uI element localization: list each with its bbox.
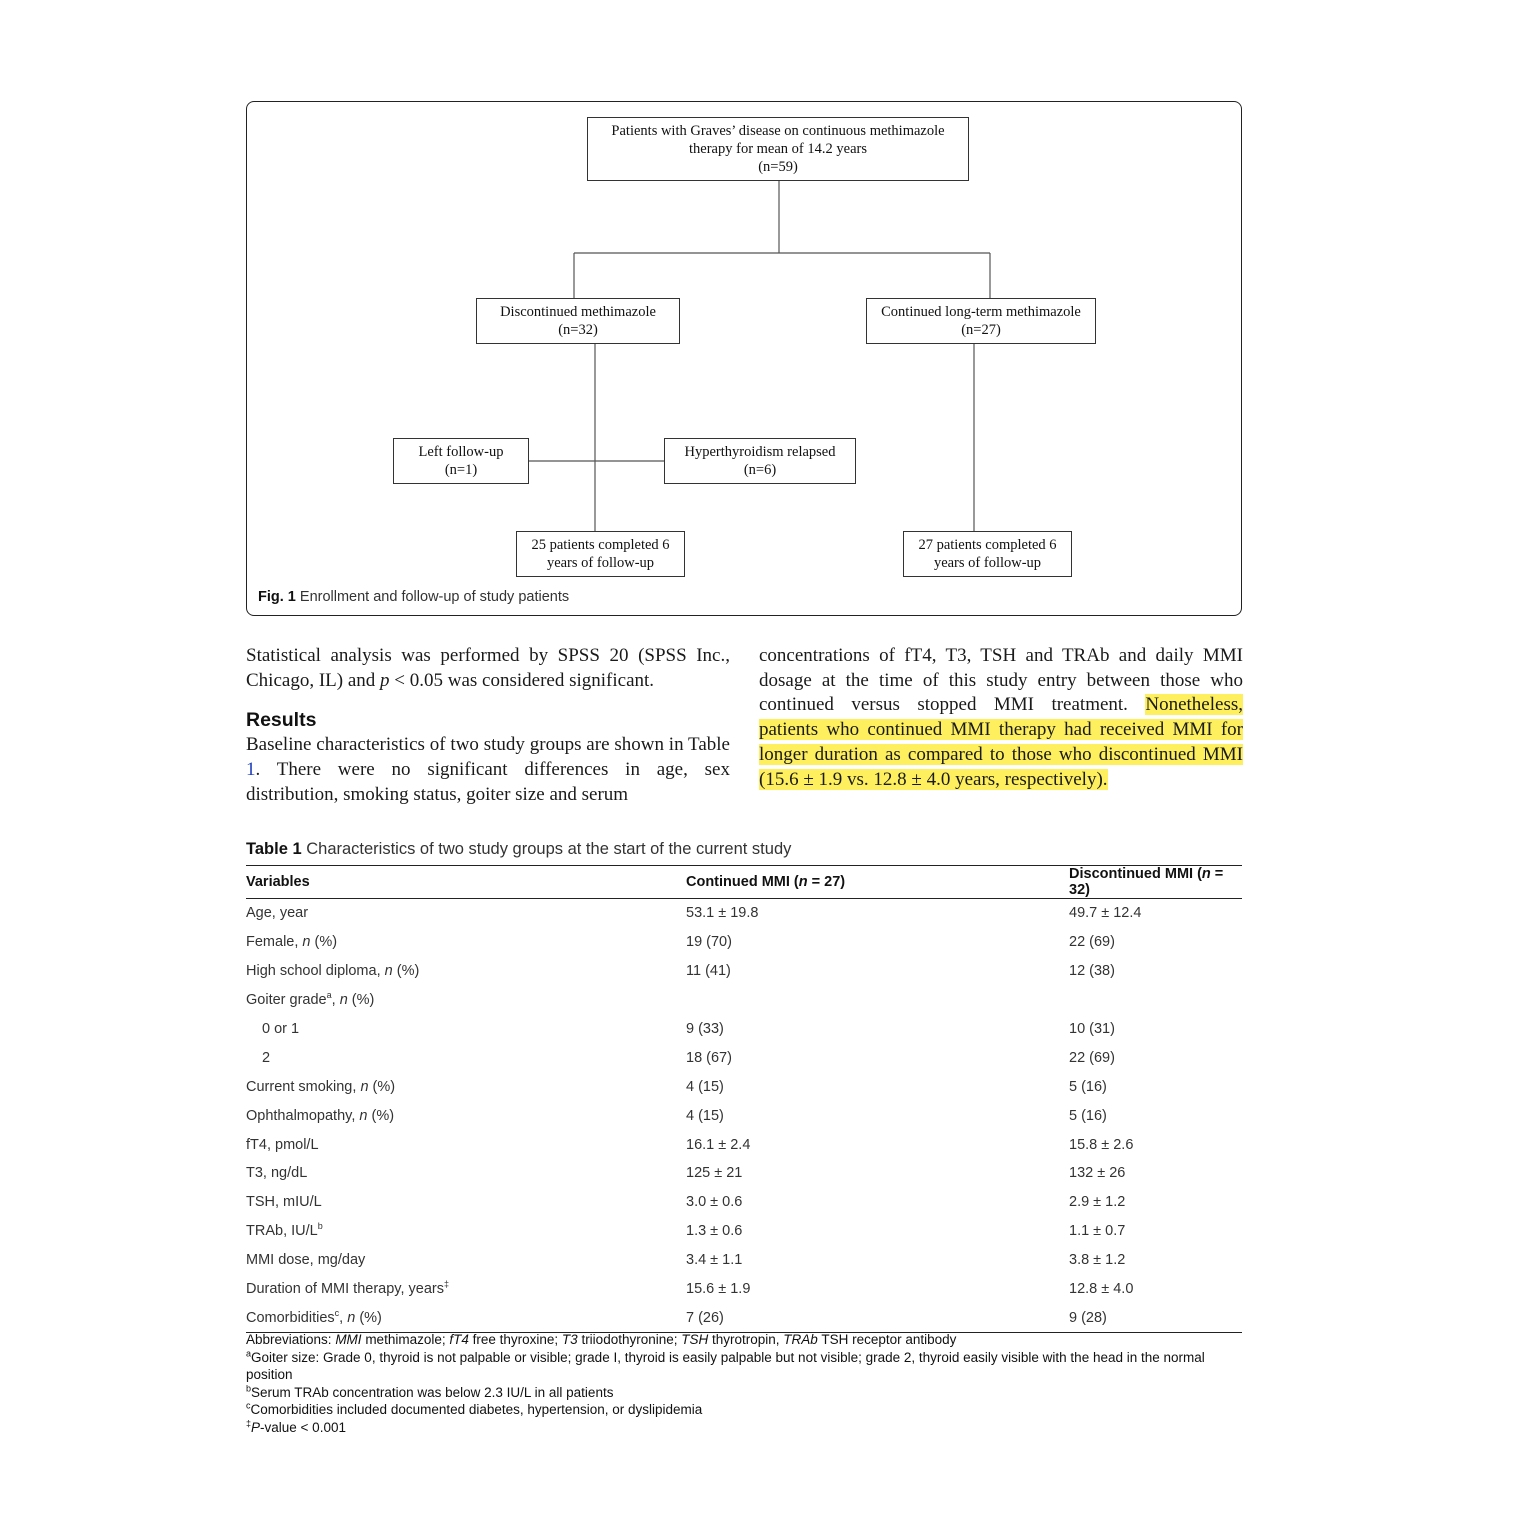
flow-box-text: therapy for mean of 14.2 years bbox=[689, 141, 867, 157]
paragraph-results-continued bbox=[759, 644, 1243, 792]
cell-continued: 3.0 ± 0.6 bbox=[686, 1194, 743, 1211]
table-row bbox=[246, 1246, 1242, 1275]
flow-box-relapsed bbox=[664, 438, 856, 484]
cell-superscript: ‡ bbox=[443, 1279, 449, 1290]
cell-discontinued: 12.8 ± 4.0 bbox=[1069, 1281, 1134, 1298]
paragraph-results bbox=[246, 733, 730, 807]
text-column-right bbox=[759, 644, 1243, 792]
cell-continued: 53.1 ± 19.8 bbox=[686, 905, 759, 922]
abbreviation-term: TRAb bbox=[783, 1332, 818, 1347]
table-row bbox=[246, 1072, 1242, 1101]
cell-variable bbox=[246, 1072, 686, 1101]
cell-text-italic: n bbox=[347, 1309, 356, 1326]
header-variables: Variables bbox=[246, 866, 686, 899]
footnote-text: Abbreviations: bbox=[246, 1332, 336, 1347]
footnote-mark: c bbox=[246, 1400, 251, 1411]
figure-caption bbox=[258, 589, 569, 605]
flow-box-text: Hyperthyroidism relapsed bbox=[684, 444, 836, 460]
cell-variable: Comorbidities$^c$, n (%) bbox=[246, 1303, 686, 1332]
cell-variable bbox=[246, 1275, 686, 1304]
cell-variable bbox=[246, 899, 686, 928]
abbreviation-term: MMI bbox=[335, 1332, 362, 1347]
cell-text: Ophthalmopathy, bbox=[246, 1107, 360, 1124]
flow-box-text: (n=27) bbox=[961, 322, 1001, 338]
flow-box-text: years of follow-up bbox=[933, 555, 1042, 571]
table-row bbox=[246, 1303, 1242, 1332]
cell-variable bbox=[246, 1101, 686, 1130]
cell-text: (%) bbox=[392, 963, 420, 980]
cell-variable bbox=[246, 1130, 686, 1159]
footnote-text: Comorbidities included documented diabetes, hypertension, or dyslipidemia bbox=[250, 1402, 703, 1418]
flow-box-text: Left follow-up bbox=[418, 444, 504, 460]
table-row bbox=[246, 1043, 1242, 1072]
abbreviation-term: TSH bbox=[681, 1332, 709, 1347]
footnote-text-italic: P bbox=[251, 1419, 261, 1435]
cell-text: T3, ng/dL bbox=[246, 1165, 308, 1182]
cell-text-italic: n bbox=[359, 1107, 368, 1124]
cell-text: (%) bbox=[355, 1309, 382, 1326]
cell-text: TRAb, IU/L bbox=[246, 1223, 318, 1240]
flow-box-enrolled bbox=[587, 117, 969, 181]
text-run: Baseline characteristics of two study groups are shown in Table bbox=[246, 734, 730, 756]
cell-text: 2 bbox=[262, 1049, 271, 1066]
cell-discontinued: 10 (31) bbox=[1069, 1021, 1115, 1037]
cell-text: (%) bbox=[368, 1078, 396, 1095]
flow-box-text: 27 patients completed 6 bbox=[918, 537, 1057, 553]
flow-box-text: (n=1) bbox=[444, 462, 478, 478]
cell-discontinued: 132 ± 26 bbox=[1069, 1165, 1126, 1182]
header-continued bbox=[686, 866, 1069, 899]
header-text: Continued MMI ( bbox=[686, 874, 799, 890]
highlighted-text: Nonetheless, patients who continued MMI therapy had received MMI for longer duration as compared to those who discontinued MMI (15.6 ± 1.9 vs. 12.8 ± 4.0 years, respectively). bbox=[759, 694, 1243, 790]
cell-text-italic: n bbox=[302, 934, 311, 951]
cell-discontinued: 22 (69) bbox=[1069, 934, 1115, 951]
footnote-pvalue bbox=[246, 1419, 1242, 1437]
cell-variable bbox=[246, 957, 686, 986]
flow-box-text: Patients with Graves’ disease on continuous methimazole bbox=[611, 123, 945, 139]
cell-continued bbox=[686, 986, 1069, 1015]
cell-continued: 4 (15) bbox=[686, 1078, 724, 1095]
cell-superscript: a bbox=[326, 990, 332, 1001]
abbreviation-definition: triiodothyronine; bbox=[577, 1332, 682, 1347]
table-row bbox=[246, 1130, 1242, 1159]
cell-variable bbox=[246, 1188, 686, 1217]
header-text-italic: n bbox=[1201, 866, 1211, 882]
footnote-mark: a bbox=[246, 1348, 252, 1359]
cell-variable bbox=[246, 1217, 686, 1246]
figure-caption-label: Fig. 1 bbox=[258, 589, 296, 605]
cell-variable bbox=[246, 1015, 686, 1044]
flow-box-discontinued bbox=[476, 298, 680, 344]
flow-box-text: 25 patients completed 6 bbox=[531, 537, 670, 553]
text-run: . There were no significant differences in age, sex distribution, smoking status, goiter size and serum bbox=[246, 759, 730, 805]
footnote-b bbox=[246, 1384, 1242, 1402]
flow-box-continued bbox=[866, 298, 1096, 344]
table-caption-label: Table 1 bbox=[246, 840, 302, 858]
text-run-italic: p bbox=[380, 669, 390, 691]
table-row bbox=[246, 986, 1242, 1015]
table-row bbox=[246, 1217, 1242, 1246]
text-run: concentrations of fT4, T3, TSH and TRAb and daily MMI dosage at the time of this study entry between those who continued versus stopped MMI treatment. bbox=[759, 645, 1243, 716]
cell-text: Duration of MMI therapy, years bbox=[246, 1281, 444, 1298]
cell-continued: 4 (15) bbox=[686, 1107, 724, 1124]
cell-text-italic: n bbox=[339, 992, 348, 1009]
abbreviation-list bbox=[335, 1332, 956, 1347]
table-footnotes bbox=[246, 1331, 1242, 1437]
text-run: < 0.05 was considered significant. bbox=[389, 669, 655, 691]
cell-discontinued: 15.8 ± 2.6 bbox=[1069, 1136, 1134, 1153]
cell-variable: Goiter grade$^a$, n (%) bbox=[246, 990, 375, 1009]
header-discontinued bbox=[1069, 866, 1242, 899]
table-header-row bbox=[246, 866, 1242, 899]
cell-discontinued: 5 (16) bbox=[1069, 1078, 1107, 1095]
cell-continued: 3.4 ± 1.1 bbox=[686, 1252, 743, 1269]
cell-text: 0 or 1 bbox=[262, 1021, 300, 1037]
cell-text: Female, bbox=[246, 934, 303, 951]
cell-discontinued: 9 (28) bbox=[1069, 1303, 1242, 1332]
cell-discontinued: 49.7 ± 12.4 bbox=[1069, 905, 1142, 922]
cell-text: (%) bbox=[347, 992, 375, 1009]
abbreviation-term: fT4 bbox=[449, 1332, 469, 1347]
table-row bbox=[246, 1101, 1242, 1130]
cell-text: (%) bbox=[367, 1107, 395, 1124]
footnote-c bbox=[246, 1401, 1242, 1419]
cell-discontinued bbox=[1069, 986, 1242, 1015]
cell-continued: 11 (41) bbox=[686, 963, 731, 980]
table-body bbox=[246, 899, 1242, 1333]
section-heading-results: Results bbox=[246, 709, 317, 732]
cell-discontinued: 5 (16) bbox=[1069, 1107, 1107, 1124]
table-reference-link[interactable]: 1 bbox=[246, 759, 256, 781]
cell-text-italic: n bbox=[360, 1078, 369, 1095]
cell-continued: 15.6 ± 1.9 bbox=[686, 1281, 751, 1298]
figure-caption-text: Enrollment and follow-up of study patients bbox=[299, 589, 570, 605]
footnote-text: -value < 0.001 bbox=[260, 1419, 346, 1435]
table-row bbox=[246, 957, 1242, 986]
flow-box-text: (n=59) bbox=[758, 159, 798, 175]
abbreviation-definition: TSH receptor antibody bbox=[817, 1332, 957, 1347]
cell-continued: 1.3 ± 0.6 bbox=[686, 1223, 743, 1240]
cell-variable bbox=[246, 1159, 686, 1188]
table-row bbox=[246, 1159, 1242, 1188]
cell-discontinued: 22 (69) bbox=[1069, 1049, 1115, 1066]
cell-discontinued: 12 (38) bbox=[1069, 963, 1115, 980]
footnote-text: Serum TRAb concentration was below 2.3 IU/L in all patients bbox=[251, 1384, 614, 1400]
flow-box-left-followup bbox=[393, 438, 529, 484]
table-row bbox=[246, 928, 1242, 957]
abbreviation-term: T3 bbox=[561, 1332, 578, 1347]
cell-continued: 18 (67) bbox=[686, 1049, 732, 1066]
cell-variable bbox=[246, 1043, 686, 1072]
cell-text: fT4, pmol/L bbox=[246, 1136, 319, 1153]
header-text: = 32) bbox=[1069, 866, 1224, 898]
table-caption-text: Characteristics of two study groups at the start of the current study bbox=[306, 840, 792, 858]
table-row bbox=[246, 1275, 1242, 1304]
cell-text: MMI dose, mg/day bbox=[246, 1252, 366, 1269]
cell-superscript: b bbox=[317, 1221, 323, 1232]
table-row bbox=[246, 1188, 1242, 1217]
paragraph-statistics bbox=[246, 644, 730, 693]
cell-variable bbox=[246, 1246, 686, 1275]
table-caption bbox=[246, 840, 1242, 859]
footnote-abbreviations bbox=[246, 1331, 1242, 1349]
footnote-mark: b bbox=[246, 1383, 252, 1394]
flow-box-text: (n=32) bbox=[558, 322, 598, 338]
cell-text: Comorbidities bbox=[246, 1309, 335, 1326]
footnote-mark: ‡ bbox=[246, 1418, 252, 1429]
cell-text: TSH, mIU/L bbox=[246, 1194, 322, 1211]
cell-superscript: c bbox=[334, 1308, 340, 1319]
cell-continued: 7 (26) bbox=[686, 1303, 1069, 1332]
flow-box-text: Discontinued methimazole bbox=[500, 304, 656, 320]
characteristics-table bbox=[246, 865, 1242, 1333]
cell-text: Current smoking, bbox=[246, 1078, 361, 1095]
abbreviation-definition: methimazole; bbox=[361, 1332, 450, 1347]
text-column-left bbox=[246, 644, 730, 808]
header-text: Discontinued MMI ( bbox=[1069, 866, 1202, 882]
cell-variable bbox=[246, 928, 686, 957]
cell-continued: 19 (70) bbox=[686, 934, 732, 951]
cell-continued: 16.1 ± 2.4 bbox=[686, 1136, 751, 1153]
header-text-italic: n bbox=[798, 874, 808, 890]
footnote-a bbox=[246, 1349, 1242, 1384]
flow-box-text: (n=6) bbox=[743, 462, 777, 478]
flow-box-text: years of follow-up bbox=[546, 555, 655, 571]
flow-box-completed-discontinued bbox=[516, 531, 685, 577]
table-row bbox=[246, 1015, 1242, 1044]
cell-text-italic: n bbox=[384, 963, 393, 980]
flow-box-completed-continued bbox=[903, 531, 1072, 577]
table-row bbox=[246, 899, 1242, 928]
header-text: = 27) bbox=[807, 874, 846, 890]
cell-text: Goiter grade bbox=[246, 992, 327, 1009]
cell-discontinued: 2.9 ± 1.2 bbox=[1069, 1194, 1126, 1211]
cell-text: (%) bbox=[310, 934, 338, 951]
cell-text: Age, year bbox=[246, 905, 309, 922]
cell-discontinued: 3.8 ± 1.2 bbox=[1069, 1252, 1126, 1269]
cell-text: High school diploma, bbox=[246, 963, 385, 980]
cell-continued: 125 ± 21 bbox=[686, 1165, 743, 1182]
abbreviation-definition: thyrotropin, bbox=[708, 1332, 784, 1347]
cell-continued: 9 (33) bbox=[686, 1021, 724, 1037]
cell-discontinued: 1.1 ± 0.7 bbox=[1069, 1223, 1126, 1240]
footnote-text: Goiter size: Grade 0, thyroid is not palpable or visible; grade I, thyroid is easily palpable but not visible; grade 2, thyroid easily visible with the head in the normal position bbox=[246, 1349, 1205, 1383]
text-run: Statistical analysis was performed by SPSS 20 (SPSS Inc., Chicago, IL) and bbox=[246, 645, 730, 691]
flow-box-text: Continued long-term methimazole bbox=[881, 304, 1081, 320]
abbreviation-definition: free thyroxine; bbox=[468, 1332, 562, 1347]
